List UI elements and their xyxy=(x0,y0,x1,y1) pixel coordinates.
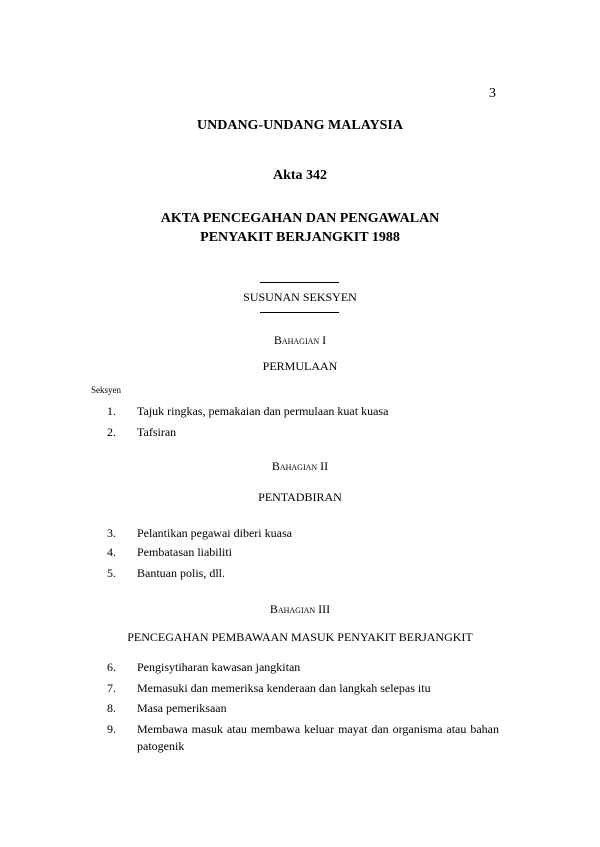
section-number: 8. xyxy=(107,701,116,715)
section-number: 1. xyxy=(107,404,116,418)
section-number: 2. xyxy=(107,425,116,439)
section-title: Tajuk ringkas, pemakaian dan permulaan kuat kuasa xyxy=(137,404,389,418)
part-3-title: PENCEGAHAN PEMBAWAAN MASUK PENYAKIT BERJANGKIT xyxy=(127,630,473,644)
section-number: 5. xyxy=(107,566,116,580)
part-3-label: Bahagian III xyxy=(269,602,331,616)
section-number: 4. xyxy=(107,545,116,559)
part-1-label: Bahagian I xyxy=(273,333,327,347)
arrangement-heading: SUSUNAN SEKSYEN xyxy=(243,290,357,304)
seksyen-label: Seksyen xyxy=(91,385,121,395)
page-number: 3 xyxy=(489,86,496,101)
section-number: 3. xyxy=(107,526,116,540)
divider-top xyxy=(260,282,339,283)
section-title: Tafsiran xyxy=(137,425,177,439)
act-number: Akta 342 xyxy=(272,168,328,183)
section-number: 6. xyxy=(107,660,116,674)
section-title: Memasuki dan memeriksa kenderaan dan langkah selepas itu xyxy=(137,681,431,695)
part-1-title: PERMULAAN xyxy=(262,359,338,373)
section-title: Membawa masuk atau membawa keluar mayat dan organisma atau bahan patogenik xyxy=(137,722,499,753)
section-number: 9. xyxy=(107,722,116,736)
section-title: Masa pemeriksaan xyxy=(137,701,227,715)
section-title: Pelantikan pegawai diberi kuasa xyxy=(137,526,292,540)
act-title-line-2: PENYAKIT BERJANGKIT 1988 xyxy=(200,230,400,245)
part-2-label: Bahagian II xyxy=(271,459,329,473)
divider-bottom xyxy=(260,312,339,313)
section-number: 7. xyxy=(107,681,116,695)
law-title: UNDANG-UNDANG MALAYSIA xyxy=(197,118,403,133)
section-title: Pembatasan liabiliti xyxy=(137,545,232,559)
act-title-line-1: AKTA PENCEGAHAN DAN PENGAWALAN xyxy=(160,211,440,226)
section-title: Bantuan polis, dll. xyxy=(137,566,225,580)
act-title xyxy=(0,209,600,247)
section-title: Pengisytiharan kawasan jangkitan xyxy=(137,660,301,674)
part-2-title: PENTADBIRAN xyxy=(258,490,342,504)
